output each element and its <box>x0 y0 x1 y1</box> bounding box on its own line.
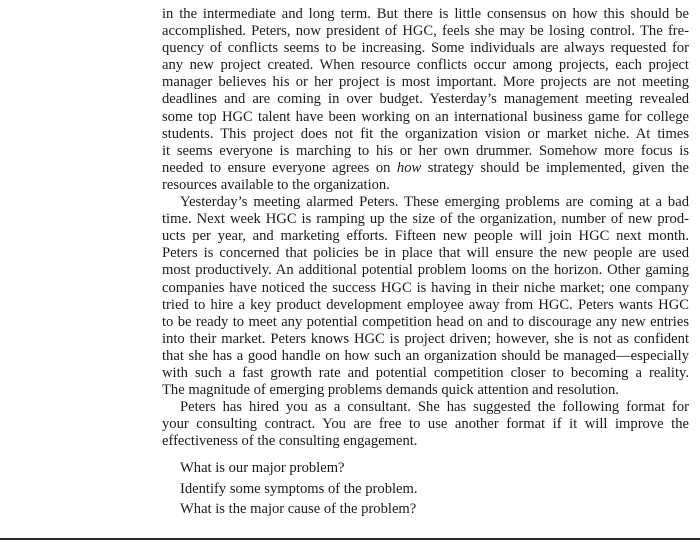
question-item: What is the major cause of the problem? <box>180 501 417 518</box>
text-line: Yesterday’s meeting alarmed Peters. These emerging problems are coming at a bad <box>180 194 689 211</box>
paragraph-3 <box>162 399 689 450</box>
text-line: Peters is concerned that policies be in place that will ensure the new people are used <box>162 245 689 262</box>
question-item: What is our major problem? <box>180 460 345 477</box>
text-line: with such a fast growth rate and potential competition closer to becoming a reality. <box>162 364 689 381</box>
text-line: deadlines and are coming in over budget. Yesterday’s management meeting revealed <box>162 91 689 108</box>
emphasis-how: how <box>396 159 422 176</box>
text-line: Peters has hired you as a consultant. She has suggested the following format for <box>180 399 689 416</box>
text-line: students. This project does not fit the organization vision or market niche. At times <box>162 125 689 142</box>
text-line: into their market. Peters knows HGC is project driven; however, she is not as confident <box>162 330 689 347</box>
text-line: accomplished. Peters, now president of HGC, feels she may be losing control. The fre- <box>162 23 689 40</box>
text-line-with-emphasis <box>162 160 689 177</box>
text-line: any new project created. When resource conflicts occur among projects, each project <box>162 57 689 74</box>
document-page <box>162 6 689 520</box>
text-line: most productively. An additional potential problem looms on the horizon. Other gaming <box>162 262 689 279</box>
question-list <box>162 458 689 520</box>
paragraph-1 <box>162 6 689 194</box>
text-line: effectiveness of the consulting engagement. <box>162 433 418 450</box>
text-line: time. Next week HGC is ramping up the size of the organization, number of new prod- <box>162 211 689 228</box>
question-item: Identify some symptoms of the problem. <box>180 480 418 497</box>
text-line: manager believes his or her project is most important. More projects are not meeting <box>162 74 689 91</box>
text-fragment: needed to ensure everyone agrees on <box>162 159 391 176</box>
text-line: to be ready to meet any potential competition head on and to discourage any new entries <box>162 313 689 330</box>
text-line: resources available to the organization. <box>162 176 390 193</box>
text-line: quency of conflicts seems to be increasing. Some individuals are always requested for <box>162 40 689 57</box>
text-fragment: strategy should be implemented, given the <box>427 159 689 176</box>
text-line: some top HGC talent have been working on an international business game for college <box>162 108 689 125</box>
text-line: that she has a good handle on how such an organization should be managed—especially <box>162 347 689 364</box>
text-line: your consulting contract. You are free to use another format if it will improve the <box>162 416 689 433</box>
text-line: ucts per year, and marketing efforts. Fifteen new people will join HGC next month. <box>162 228 689 245</box>
text-line: The magnitude of emerging problems demands quick attention and resolution. <box>162 382 619 399</box>
paragraph-2 <box>162 194 689 399</box>
text-line: tried to hire a key product development employee away from HGC. Peters wants HGC <box>162 296 689 313</box>
text-line: in the intermediate and long term. But there is little consensus on how this should be <box>162 6 689 22</box>
text-line: it seems everyone is marching to his or her own drummer. Somehow more focus is <box>162 142 689 159</box>
bottom-divider <box>0 538 700 540</box>
text-line: companies have noticed the success HGC is having in their niche market; one company <box>162 279 689 296</box>
